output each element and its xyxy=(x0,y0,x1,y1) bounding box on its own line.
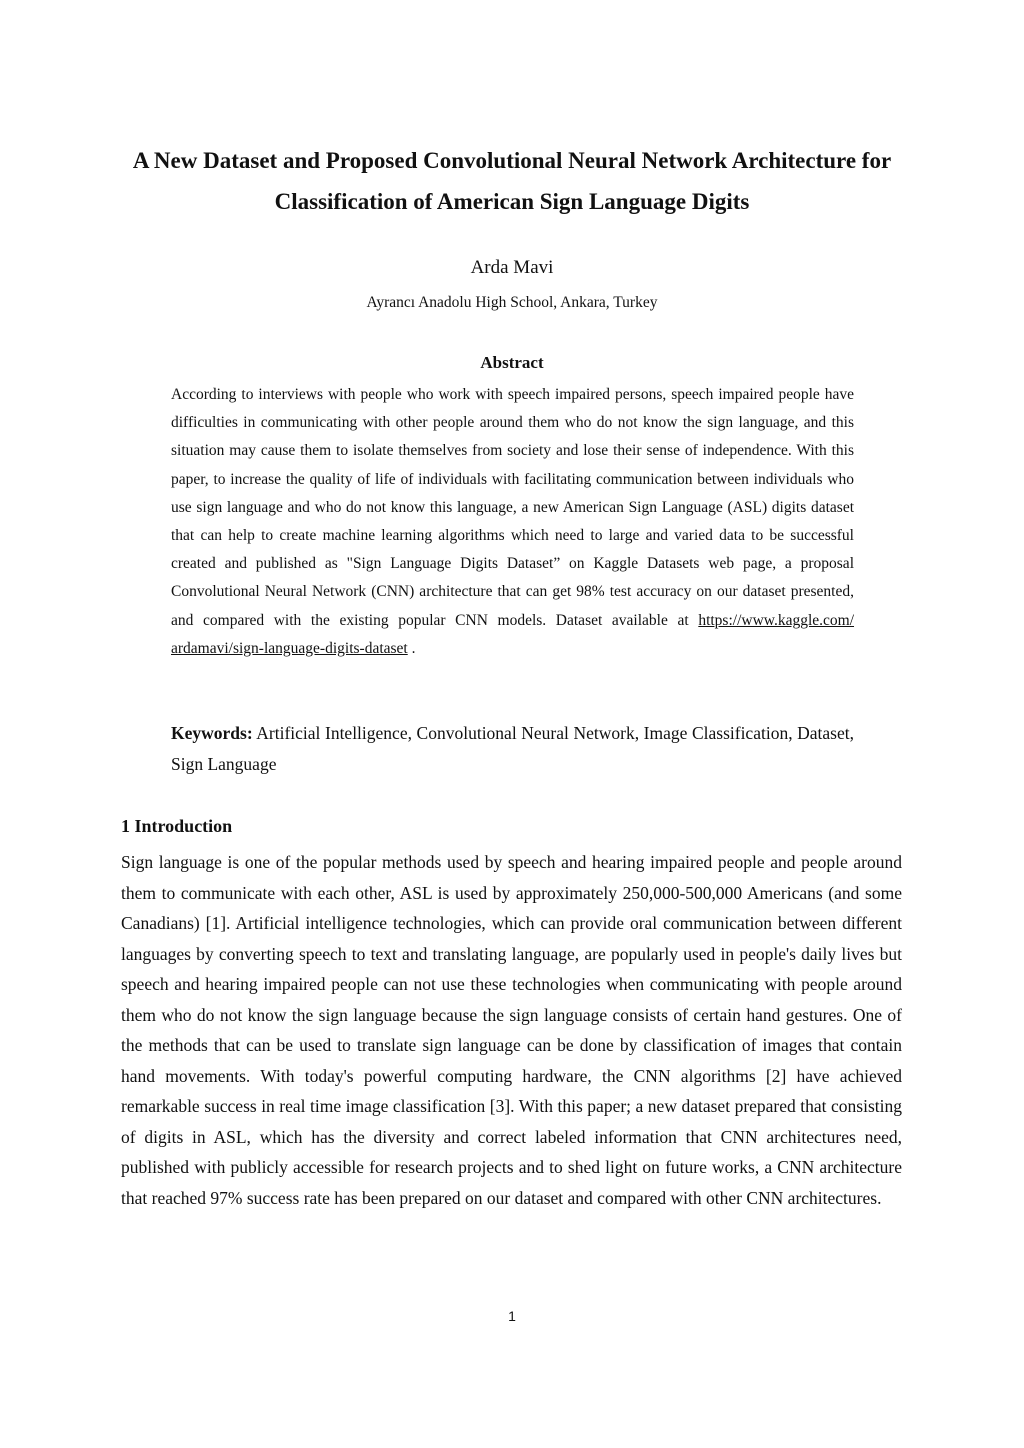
abstract-text: According to interviews with people who work with speech impaired persons, speech impaired people have difficulties in communicating with other people around them who do not know the sign language, and this situation may cause them to isolate themselves from society and lose their sense of independence. With this paper, to increase the quality of life of individuals with facilitating communication between individuals who use sign language and who do not know this language, a new American Sign Language (ASL) digits dataset that can help to create machine learning algorithms which need to large and varied data to be successful created and published as "Sign Language Digits Dataset” on Kaggle Datasets web page, a proposal Convolutional Neural Network (CNN) architecture that can get 98% test accuracy on our dataset presented, and compared with the existing popular CNN models. Dataset available at xyxy=(171,386,854,629)
abstract-link-suffix: . xyxy=(407,639,416,657)
dataset-link[interactable]: https://www.kaggle.com/ ardamavi/sign-language-digits-dataset xyxy=(171,611,855,657)
author-affiliation: Ayrancı Anadolu High School, Ankara, Turkey xyxy=(366,294,658,311)
paper-title: A New Dataset and Proposed Convolutional Neural Network Architecture for Classification of American Sign Language Digits xyxy=(132,148,892,214)
page-number: 1 xyxy=(508,1308,516,1324)
author-name: Arda Mavi xyxy=(470,257,554,278)
abstract-heading: Abstract xyxy=(480,353,544,372)
keywords-text: Artificial Intelligence, Convolutional Neural Network, Image Classification, Dataset, Sign Language xyxy=(171,723,854,774)
abstract-body xyxy=(171,381,854,663)
section-heading-introduction: 1 Introduction xyxy=(121,816,233,836)
introduction-body: Sign language is one of the popular methods used by speech and hearing impaired people and people around them to communicate with each other, ASL is used by approximately 250,000-500,000 Americans (and some Canadians) [1]. Artificial intelligence technologies, which can provide oral communication between different languages by converting speech to text and translating language, are popularly used in people's daily lives but speech and hearing impaired people can not use these technologies when communicating with people around them who do not know the sign language because the sign language consists of certain hand gestures. One of the methods that can be used to translate sign language can be done by classification of images that contain hand movements. With today's powerful computing hardware, the CNN algorithms [2] have achieved remarkable success in real time image classification [3]. With this paper; a new dataset prepared that consisting of digits in ASL, which has the diversity and correct labeled information that CNN architectures need, published with publicly accessible for research projects and to shed light on future works, a CNN architecture that reached 97% success rate has been prepared on our dataset and compared with other CNN architectures. xyxy=(121,852,902,1208)
keywords xyxy=(171,718,854,779)
keywords-label: Keywords: xyxy=(171,723,253,743)
